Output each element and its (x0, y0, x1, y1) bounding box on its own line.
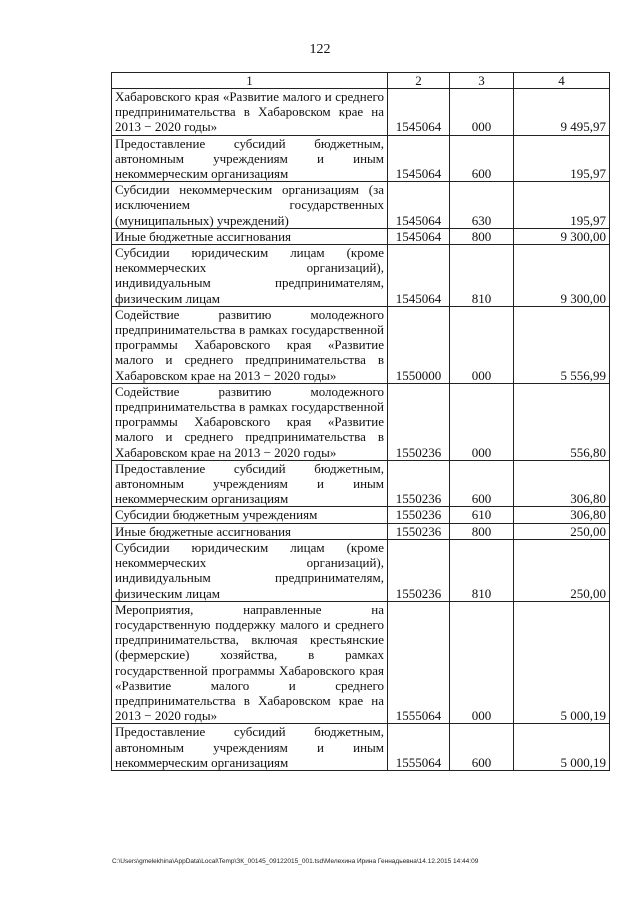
table-row (112, 182, 610, 229)
row-sum: 9 495,97 (514, 89, 610, 136)
row-sum: 306,80 (514, 460, 610, 507)
row-sum: 9 300,00 (514, 228, 610, 244)
row-name: Субсидии некоммерческим организациям (за исключением государственных (муниципальных) учреждений) (112, 182, 388, 229)
row-vr: 800 (450, 523, 514, 539)
row-vr: 000 (450, 306, 514, 383)
table-row (112, 89, 610, 136)
row-code: 1545064 (388, 89, 450, 136)
row-name: Предоставление субсидий бюджетным, автономным учреждениям и иным некоммерческим организациям (112, 460, 388, 507)
budget-table (111, 72, 610, 771)
row-name: Субсидии бюджетным учреждениям (112, 507, 388, 523)
row-code: 1555064 (388, 724, 450, 771)
table-row (112, 245, 610, 307)
row-code: 1550236 (388, 383, 450, 460)
row-vr: 810 (450, 539, 514, 601)
row-vr: 610 (450, 507, 514, 523)
page-number: 122 (309, 42, 331, 57)
row-sum: 556,80 (514, 383, 610, 460)
row-name: Хабаровского края «Развитие малого и среднего предпринимательства в Хабаровском крае на 2013 − 2020 годы» (112, 89, 388, 136)
table-row (112, 306, 610, 383)
row-sum: 306,80 (514, 507, 610, 523)
table-row (112, 724, 610, 771)
row-name: Субсидии юридическим лицам (кроме некоммерческих организаций), индивидуальным предпринимателям, физическим лицам (112, 539, 388, 601)
row-vr: 810 (450, 245, 514, 307)
row-code: 1545064 (388, 245, 450, 307)
row-code: 1550236 (388, 523, 450, 539)
row-code: 1550000 (388, 306, 450, 383)
table-header-row (112, 73, 610, 89)
row-name: Субсидии юридическим лицам (кроме некоммерческих организаций), индивидуальным предпринимателям, физическим лицам (112, 245, 388, 307)
row-sum: 195,97 (514, 135, 610, 182)
row-sum: 5 556,99 (514, 306, 610, 383)
row-vr: 600 (450, 460, 514, 507)
row-vr: 000 (450, 601, 514, 724)
row-vr: 600 (450, 724, 514, 771)
row-code: 1555064 (388, 601, 450, 724)
row-sum: 5 000,19 (514, 724, 610, 771)
row-sum: 250,00 (514, 539, 610, 601)
table-row (112, 383, 610, 460)
document-path-footer: C:\Users\gmelekhina\AppData\Local\Temp\ЗК_00145_09122015_001.tsd\Мелехина Ирина Геннадьевна\14.12.2015 14:44:09 (112, 858, 479, 865)
row-vr: 630 (450, 182, 514, 229)
table-row (112, 601, 610, 724)
table-row (112, 507, 610, 523)
row-sum: 195,97 (514, 182, 610, 229)
row-code: 1545064 (388, 228, 450, 244)
table-row (112, 539, 610, 601)
table-row (112, 460, 610, 507)
row-name: Предоставление субсидий бюджетным, автономным учреждениям и иным некоммерческим организациям (112, 724, 388, 771)
row-code: 1550236 (388, 539, 450, 601)
row-code: 1550236 (388, 460, 450, 507)
row-sum: 9 300,00 (514, 245, 610, 307)
row-code: 1545064 (388, 135, 450, 182)
column-header-code: 2 (388, 73, 450, 89)
table-row (112, 523, 610, 539)
column-header-vr: 3 (450, 73, 514, 89)
row-name: Содействие развитию молодежного предпринимательства в рамках государственной программы Хабаровского края «Развитие малого и среднего предпринимательства в Хабаровском крае на 2013 − 2020 годы» (112, 306, 388, 383)
row-vr: 600 (450, 135, 514, 182)
table-row (112, 228, 610, 244)
row-vr: 800 (450, 228, 514, 244)
row-code: 1550236 (388, 507, 450, 523)
row-name: Содействие развитию молодежного предпринимательства в рамках государственной программы Хабаровского края «Развитие малого и среднего предпринимательства в Хабаровском крае на 2013 − 2020 годы» (112, 383, 388, 460)
row-code: 1545064 (388, 182, 450, 229)
row-vr: 000 (450, 383, 514, 460)
row-vr: 000 (450, 89, 514, 136)
row-name: Иные бюджетные ассигнования (112, 523, 388, 539)
row-sum: 5 000,19 (514, 601, 610, 724)
table-row (112, 135, 610, 182)
row-name: Иные бюджетные ассигнования (112, 228, 388, 244)
row-name: Предоставление субсидий бюджетным, автономным учреждениям и иным некоммерческим организациям (112, 135, 388, 182)
column-header-name: 1 (112, 73, 388, 89)
row-name: Мероприятия, направленные на государственную поддержку малого и среднего предпринимательства, включая крестьянские (фермерские) хозяйства, в рамках государственной программы Хабаровского края «Развитие малого и среднего предпринимательства в Хабаровском крае на 2013 − 2020 годы» (112, 601, 388, 724)
column-header-sum: 4 (514, 73, 610, 89)
row-sum: 250,00 (514, 523, 610, 539)
